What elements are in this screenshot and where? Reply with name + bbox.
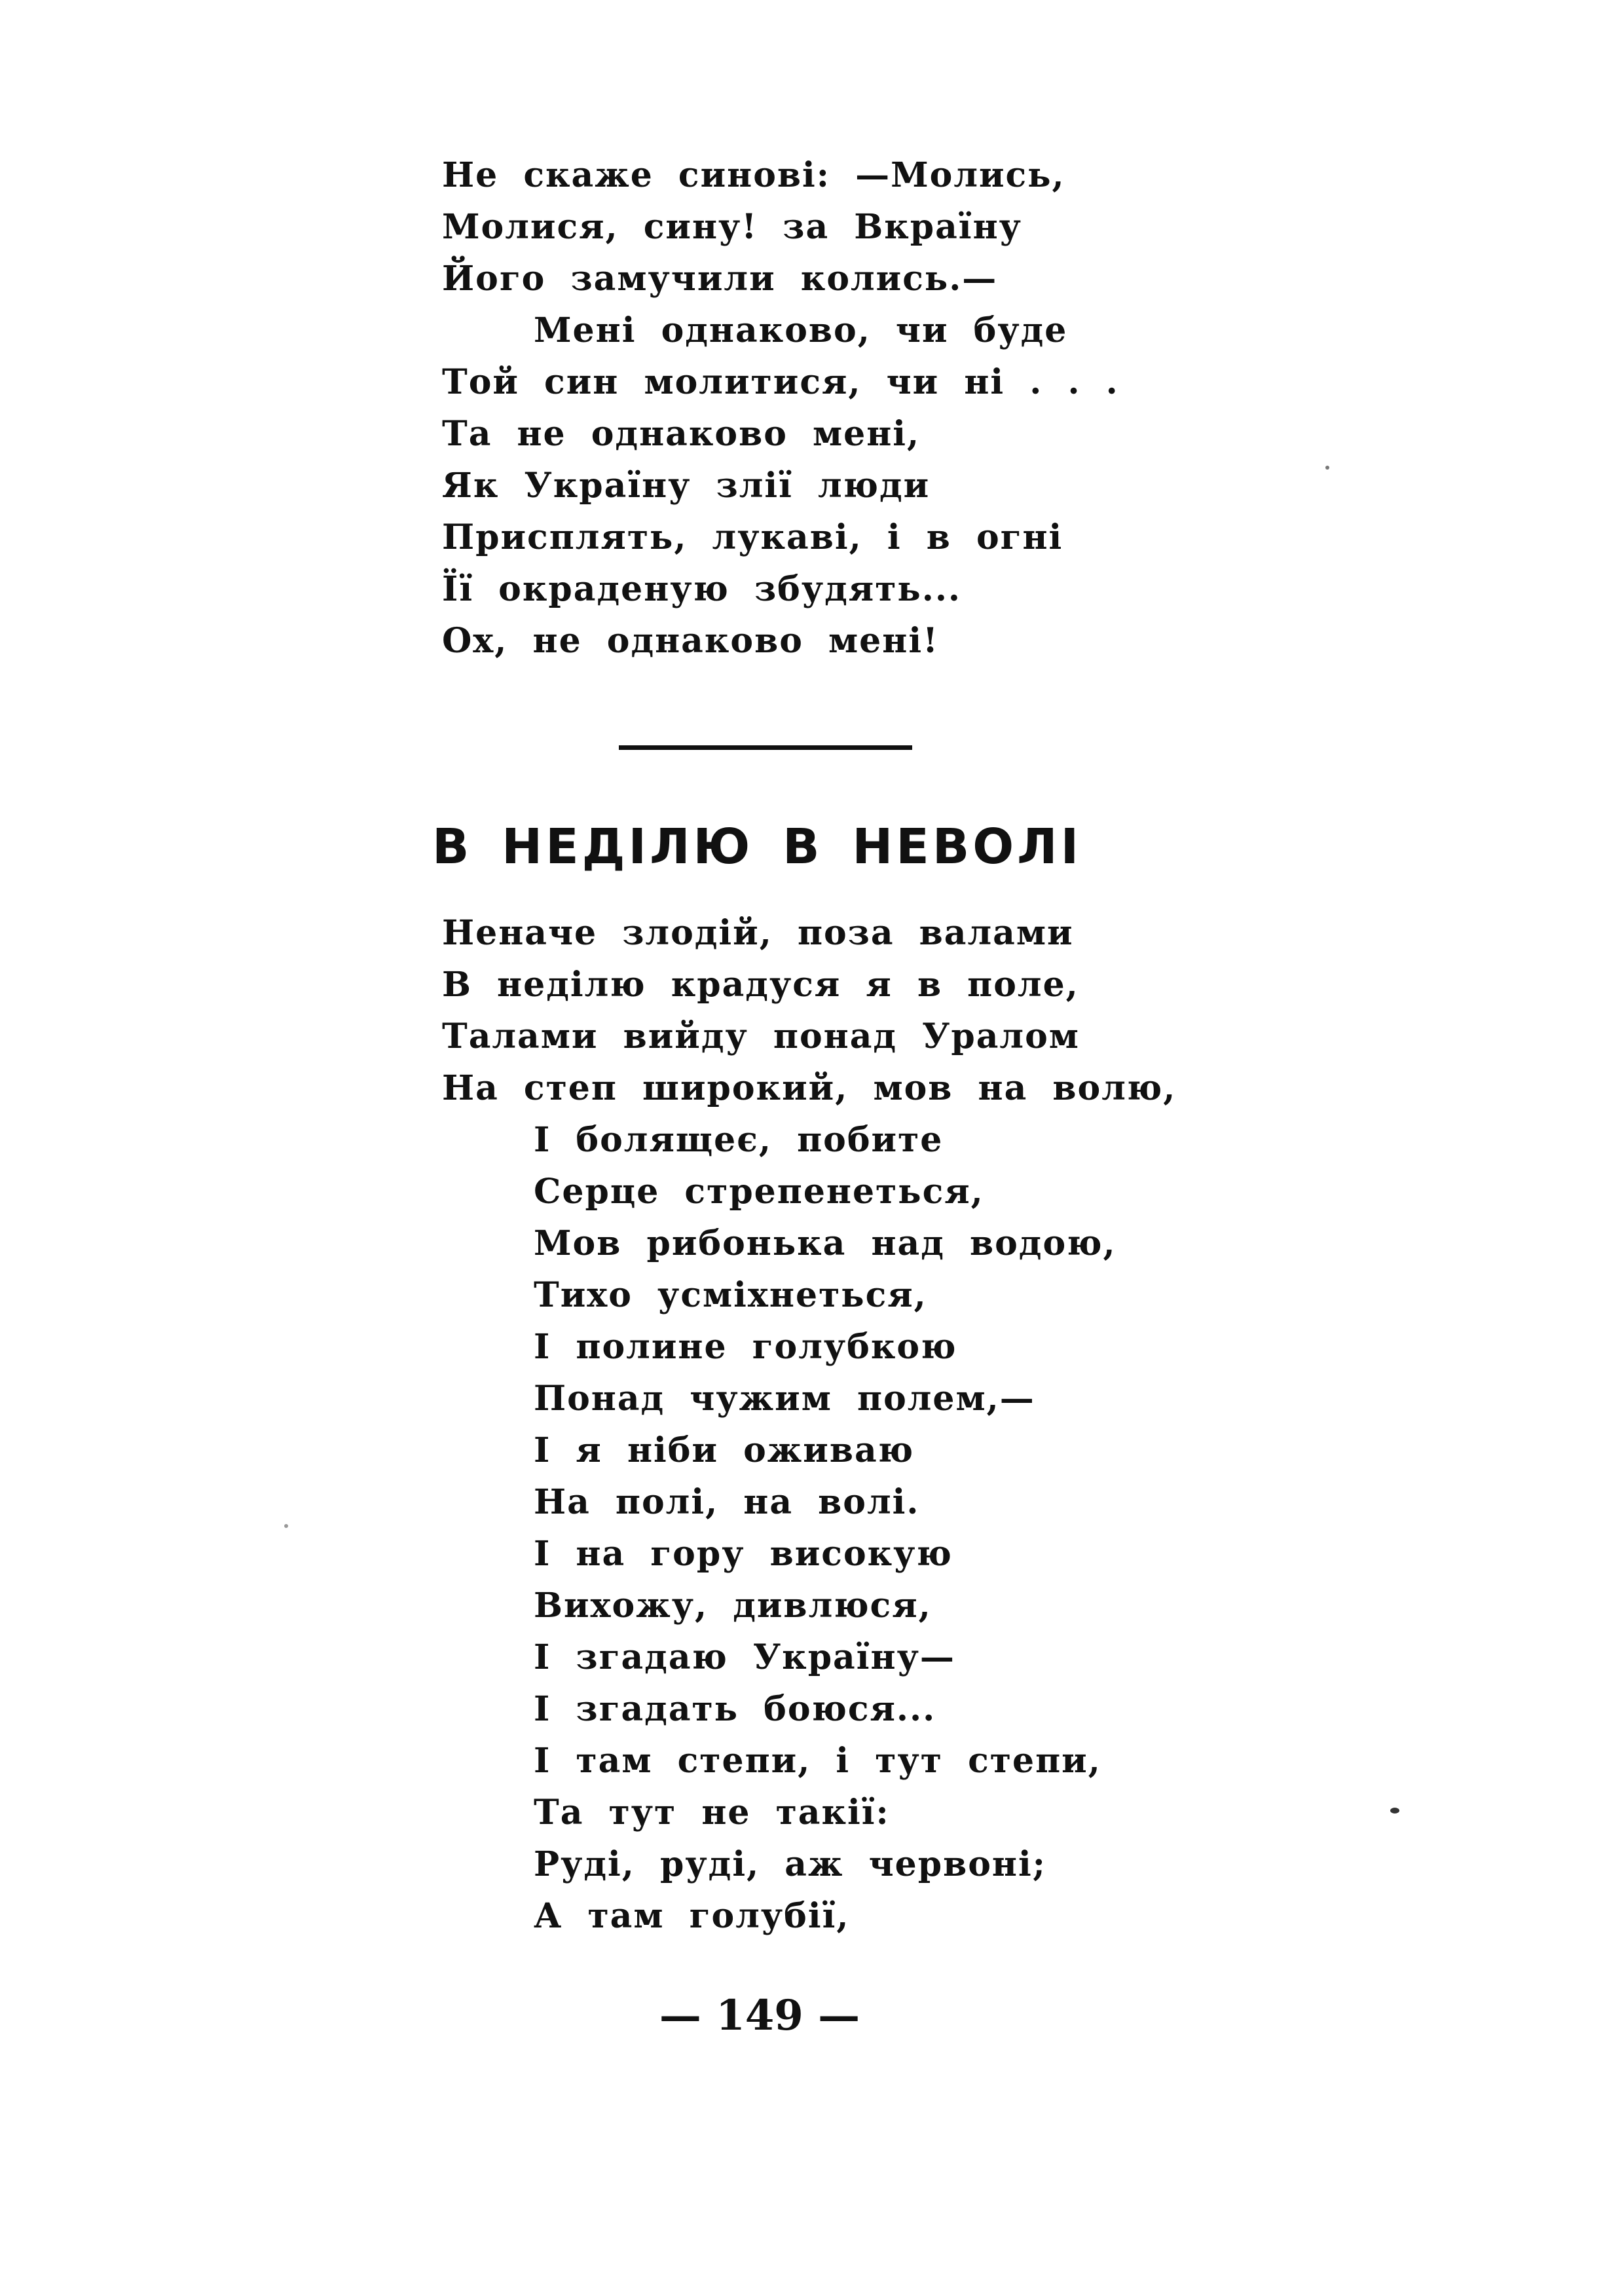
verse-line: І полине голубкою bbox=[534, 1327, 957, 1367]
poem-fragment-top bbox=[442, 149, 1119, 667]
verse-line: Руді, руді, аж червоні; bbox=[534, 1844, 1046, 1884]
verse-line: І болящеє, побите bbox=[534, 1120, 944, 1160]
verse-line: На полі, на волі. bbox=[534, 1482, 920, 1522]
verse-line: І згадать боюся... bbox=[534, 1689, 936, 1729]
verse-line: Тихо усміхнеться, bbox=[534, 1275, 927, 1315]
verse-line: Той син молитися, чи ні . . . bbox=[442, 362, 1119, 402]
page-number: — 149 — bbox=[659, 1991, 860, 2040]
verse-line: Талами вийду понад Уралом bbox=[442, 1016, 1080, 1056]
verse-line: Серце стрепенеться, bbox=[534, 1172, 984, 1212]
poem-body bbox=[442, 907, 1176, 1942]
verse-line: Понад чужим полем,— bbox=[534, 1379, 1035, 1419]
verse-line: В неділю крадуся я в поле, bbox=[442, 965, 1079, 1005]
verse-line: Як Україну злії люди bbox=[442, 466, 931, 506]
scan-speck bbox=[284, 1524, 288, 1528]
verse-line: І на гору високую bbox=[534, 1534, 953, 1574]
verse-line: Неначе злодій, поза валами bbox=[442, 913, 1074, 953]
scan-speck bbox=[1325, 466, 1329, 470]
verse-line: І там степи, і тут степи, bbox=[534, 1741, 1101, 1781]
poem-title: В НЕДІЛЮ В НЕВОЛІ bbox=[432, 819, 1082, 875]
verse-line: І я ніби оживаю bbox=[534, 1430, 915, 1470]
verse-line: Ох, не однаково мені! bbox=[442, 621, 939, 661]
verse-line: Не скаже синові: —Молись, bbox=[442, 155, 1065, 195]
verse-line: Присплять, лукаві, і в огні bbox=[442, 517, 1063, 557]
verse-line: І згадаю Україну— bbox=[534, 1637, 955, 1677]
verse-line: Її окраденую збудять... bbox=[442, 569, 962, 609]
verse-line: Молися, сину! за Вкраїну bbox=[442, 207, 1022, 247]
verse-line: Та тут не такії: bbox=[534, 1793, 890, 1833]
verse-line: Та не однаково мені, bbox=[442, 414, 921, 454]
verse-line: Його замучили колись.— bbox=[442, 259, 998, 299]
scan-speck bbox=[1390, 1808, 1399, 1814]
verse-line: На степ широкий, мов на волю, bbox=[442, 1068, 1177, 1108]
verse-line: Мені однаково, чи буде bbox=[534, 310, 1068, 350]
section-divider bbox=[619, 745, 912, 750]
verse-line: Мов рибонька над водою, bbox=[534, 1223, 1116, 1263]
verse-line: Вихожу, дивлюся, bbox=[534, 1586, 932, 1626]
verse-line: А там голубії, bbox=[534, 1896, 850, 1936]
